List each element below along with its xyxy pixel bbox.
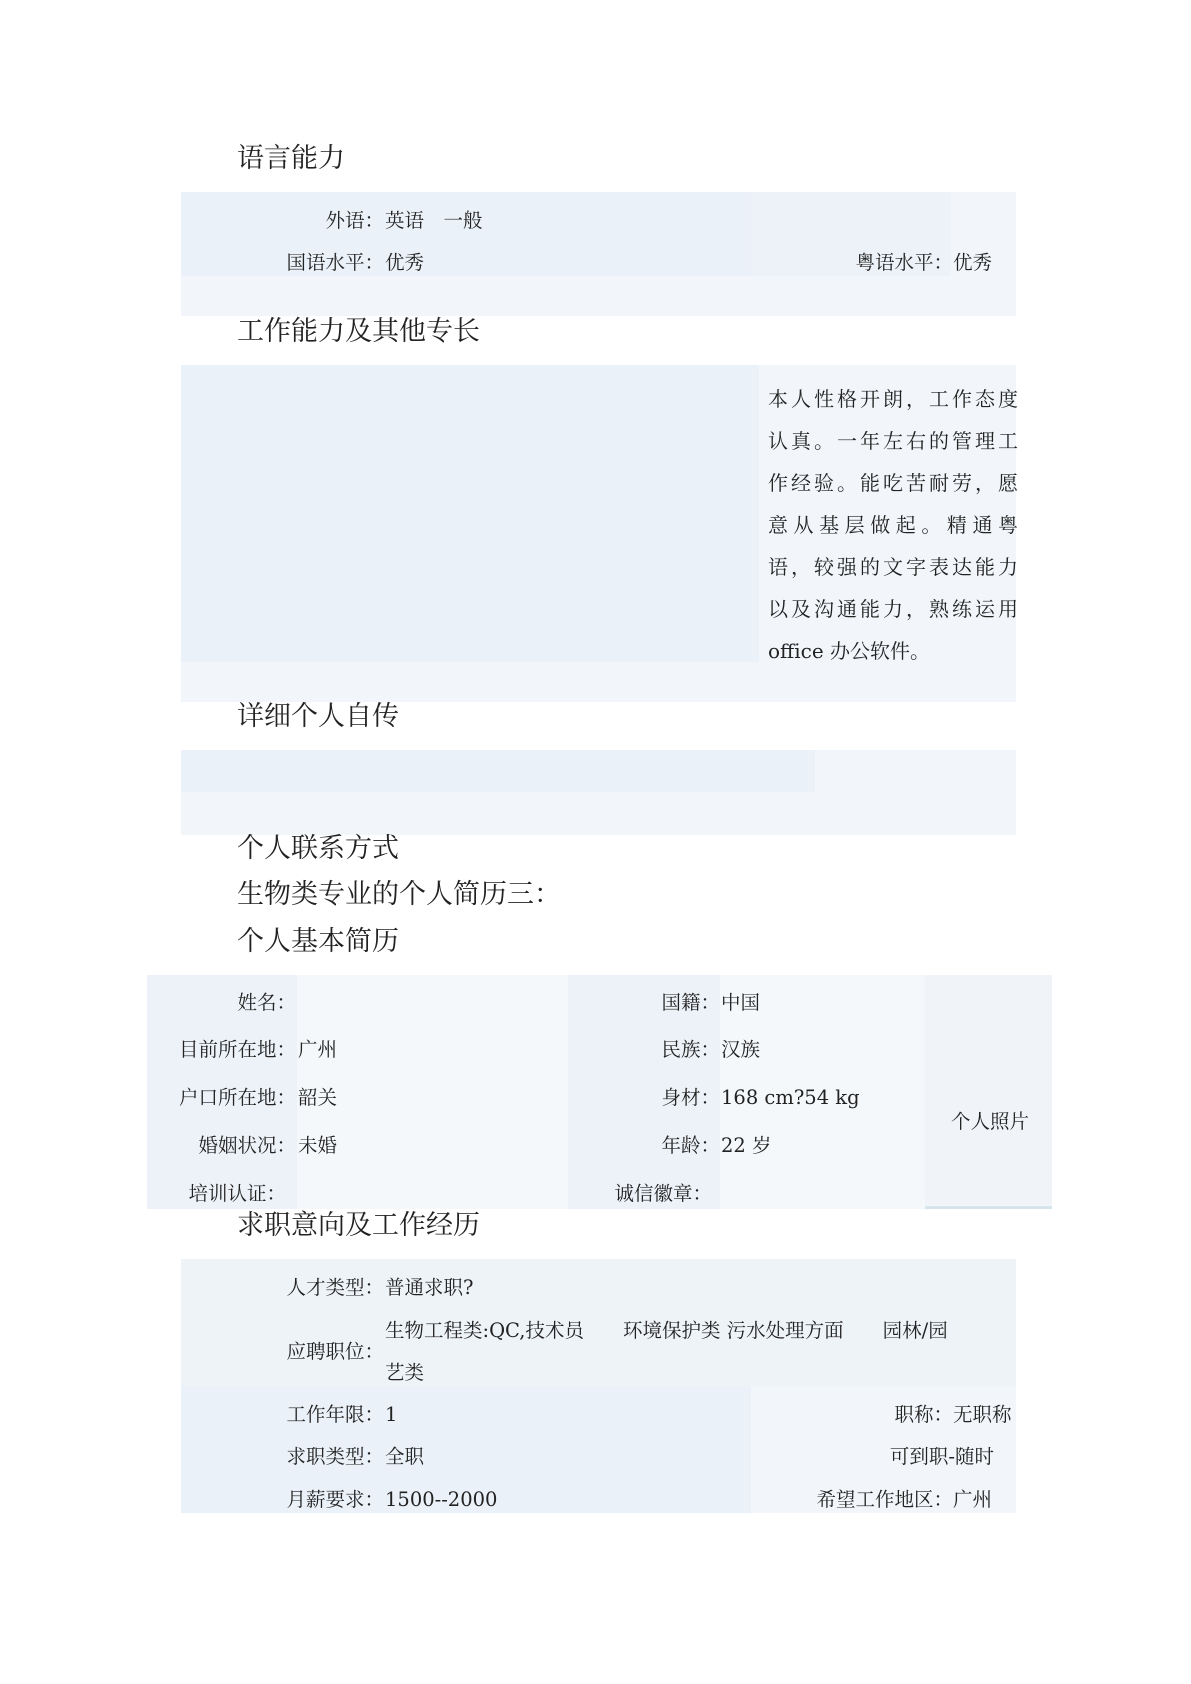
mandarin-value: 优秀 [385,251,425,274]
foreign-language-value: 英语 一般 [385,209,483,232]
nationality-label: 国籍： [661,991,720,1014]
cantonese-label: 粤语水平： [855,251,953,274]
training-certification-label: 培训认证： [188,1182,286,1205]
salary-value: 1500--2000 [385,1488,498,1511]
nationality-value: 中国 [721,991,761,1014]
photo-cell-border [925,1206,1052,1209]
marital-status-label: 婚姻状况： [198,1134,296,1157]
name-label: 姓名： [237,991,296,1014]
applied-position-value-line2: 艺类 [385,1361,425,1384]
skills-line: 以及沟通能力，熟练运用 [768,597,1018,621]
ethnicity-label: 民族： [661,1038,720,1061]
skills-line: 语，较强的文字表达能力 [768,555,1018,579]
hukou-label: 户口所在地： [178,1086,296,1109]
applied-position-label: 应聘职位： [286,1340,384,1363]
salary-label: 月薪要求： [286,1488,384,1511]
talent-type-value: 普通求职? [385,1276,474,1299]
job-type-value: 全职 [385,1445,425,1468]
section-heading-job-intent: 求职意向及工作经历 [237,1210,480,1241]
skills-line: 本人性格开朗，工作态度 [768,387,1018,411]
cantonese-value: 优秀 [953,251,993,274]
current-location-value: 广州 [298,1038,338,1061]
section-heading-basic: 个人基本简历 [237,926,399,957]
marital-status-value: 未婚 [298,1134,338,1157]
age-label: 年龄： [661,1134,720,1157]
job-type-label: 求职类型： [286,1445,384,1468]
photo-cell [925,975,1052,1205]
applied-position-value-line1: 生物工程类:QC,技术员 环境保护类 污水处理方面 园林/园 [385,1319,948,1342]
skills-line: 作经验。能吃苦耐劳，愿 [768,471,1018,495]
section-heading-language: 语言能力 [237,143,345,174]
personal-photo-placeholder: 个人照片 [951,1110,1030,1133]
resume-three-title: 生物类专业的个人简历三： [237,879,561,910]
foreign-language-label: 外语： [325,209,384,232]
skills-paragraph [768,378,1018,672]
preferred-area-value: 广州 [953,1488,993,1511]
skills-line: 认真。一年左右的管理工 [768,429,1018,453]
section-heading-contact: 个人联系方式 [237,833,399,864]
integrity-badge-label: 诚信徽章： [614,1182,712,1205]
talent-type-label: 人才类型： [286,1276,384,1299]
current-location-label: 目前所在地： [178,1038,296,1061]
body-size-label: 身材： [661,1086,720,1109]
section-heading-skills: 工作能力及其他专长 [237,316,480,347]
skills-line: 意从基层做起。精通粤 [768,513,1018,537]
hukou-value: 韶关 [298,1086,338,1109]
section-heading-autobiography: 详细个人自传 [237,701,399,732]
availability-value: 可到职-随时 [889,1445,994,1468]
body-size-value: 168 cm?54 kg [721,1086,860,1109]
preferred-area-label: 希望工作地区： [816,1488,953,1511]
mandarin-label: 国语水平： [286,251,384,274]
professional-title-label: 职称： [894,1403,953,1426]
ethnicity-value: 汉族 [721,1038,761,1061]
work-years-label: 工作年限： [286,1403,384,1426]
skills-line: office 办公软件。 [768,639,931,663]
age-value: 22 岁 [721,1134,772,1157]
skills-cell-left [181,365,759,662]
work-years-value: 1 [385,1403,398,1426]
autobiography-cell [181,750,815,792]
professional-title-value: 无职称 [953,1403,1012,1426]
